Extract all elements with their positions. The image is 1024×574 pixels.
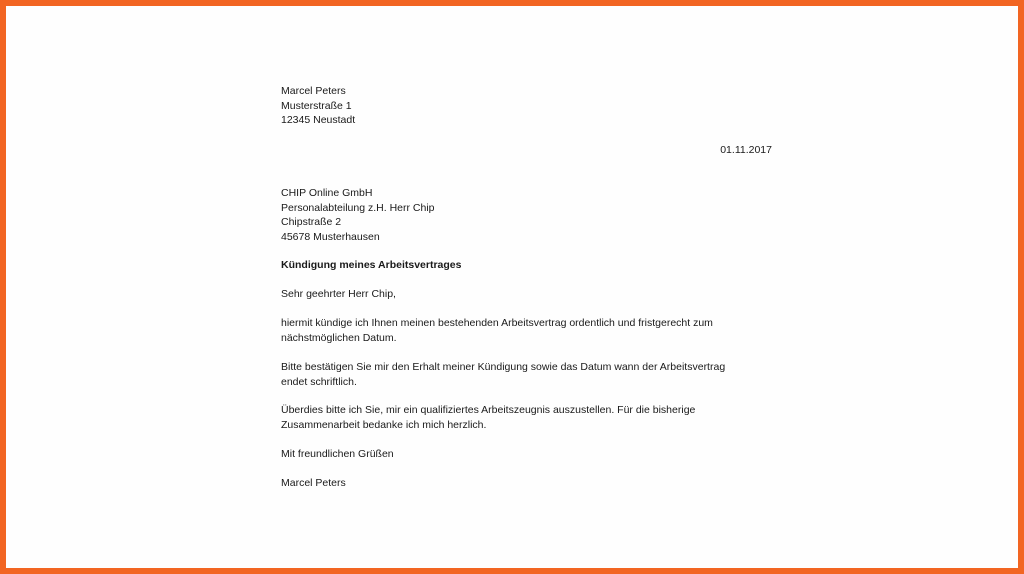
paragraph-2-line-1: Bitte bestätigen Sie mir den Erhalt meiner Kündigung sowie das Datum wann der Arbeitsvertrag (281, 361, 726, 373)
paragraph-3-line-2: Zusammenarbeit bedanke ich mich herzlich. (281, 418, 487, 431)
letter-date: 01.11.2017 (720, 144, 772, 156)
sender-address (281, 84, 781, 128)
paragraph-1-line-2: nächstmöglichen Datum. (281, 331, 397, 344)
recipient-address (281, 186, 781, 244)
sender-city: 12345 Neustadt (281, 114, 356, 126)
paragraph-2 (281, 360, 781, 389)
recipient-street: Chipstraße 2 (281, 216, 342, 228)
closing-text: Mit freundlichen Grüßen (281, 448, 394, 460)
paragraph-3 (281, 403, 781, 432)
recipient-city: 45678 Musterhausen (281, 230, 380, 243)
recipient-company: CHIP Online GmbH (281, 187, 373, 199)
paragraph-1 (281, 316, 781, 345)
sender-street: Musterstraße 1 (281, 99, 352, 112)
closing (281, 447, 781, 462)
salutation (281, 287, 781, 302)
salutation-text: Sehr geehrter Herr Chip, (281, 288, 396, 300)
paragraph-3-line-1: Überdies bitte ich Sie, mir ein qualifiziertes Arbeitszeugnis auszustellen. Für die bisherige (281, 404, 696, 416)
subject-line (281, 258, 781, 273)
signature (281, 476, 781, 491)
signature-name: Marcel Peters (281, 477, 346, 489)
paragraph-1-line-1: hiermit kündige ich Ihnen meinen bestehenden Arbeitsvertrag ordentlich und fristgerecht zum (281, 317, 713, 329)
letter-subject: Kündigung meines Arbeitsvertrages (281, 259, 462, 271)
paragraph-2-line-2: endet schriftlich. (281, 375, 357, 388)
sender-name: Marcel Peters (281, 85, 346, 97)
recipient-department: Personalabteilung z.H. Herr Chip (281, 201, 435, 214)
